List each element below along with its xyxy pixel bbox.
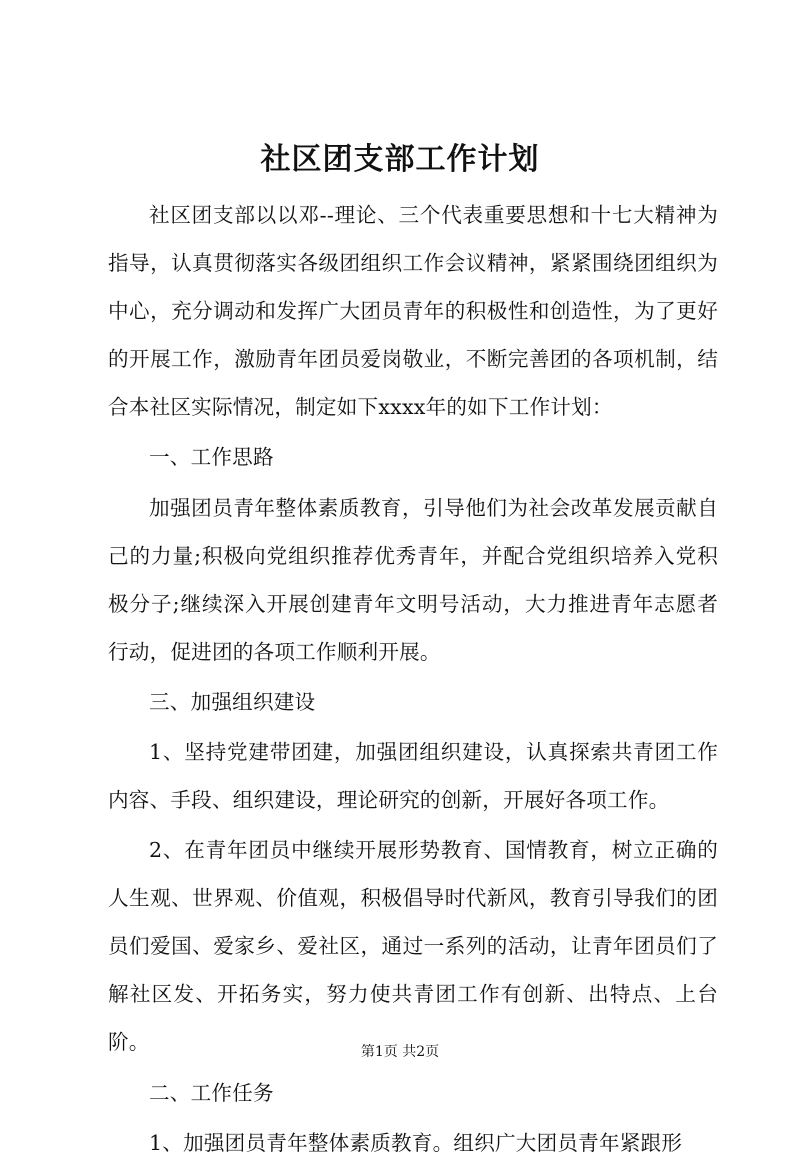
document-body — [108, 191, 718, 1169]
heading-work-tasks: 二、工作任务 — [149, 1080, 274, 1105]
paragraph-item-1: 1、坚持党建带团建，加强团组织建设，认真探索共青团工作内容、手段、组织建设，理论研究的创新，开展好各项工作。 — [108, 740, 718, 813]
paragraph-work-approach: 加强团员青年整体素质教育，引导他们为社会改革发展贡献自己的力量;积极向党组织推荐优秀青年，并配合党组织培养入党积极分子;继续深入开展创建青年文明号活动，大力推进青年志愿者行动，促进团的各项工作顺利开展。 — [108, 495, 718, 664]
heading-organization-building: 三、加强组织建设 — [149, 689, 316, 714]
document-title: 社区团支部工作计划 — [260, 142, 540, 177]
heading-work-approach: 一、工作思路 — [149, 445, 274, 470]
paragraph-intro: 社区团支部以以邓--理论、三个代表重要思想和十七大精神为指导，认真贯彻落实各级团组织工作会议精神，紧紧围绕团组织为中心，充分调动和发挥广大团员青年的积极性和创造性，为了更好的开展工作，激励青年团员爱岗敬业，不断完善团的各项机制，结合本社区实际情况，制定如下xxxx年的如下工作计划： — [108, 203, 718, 419]
paragraph-task-1: 1、加强团员青年整体素质教育。组织广大团员青年紧跟形 — [149, 1131, 683, 1156]
paragraph-item-2: 2、在青年团员中继续开展形势教育、国情教育，树立正确的人生观、世界观、价值观，积极倡导时代新风，教育引导我们的团员们爱国、爱家乡、爱社区，通过一系列的活动，让青年团员们了解社区发、开拓务实，努力使共青团工作有创新、出特点、上台阶。 — [108, 838, 718, 1055]
page-footer: 第1页 共2页 — [360, 1044, 440, 1060]
